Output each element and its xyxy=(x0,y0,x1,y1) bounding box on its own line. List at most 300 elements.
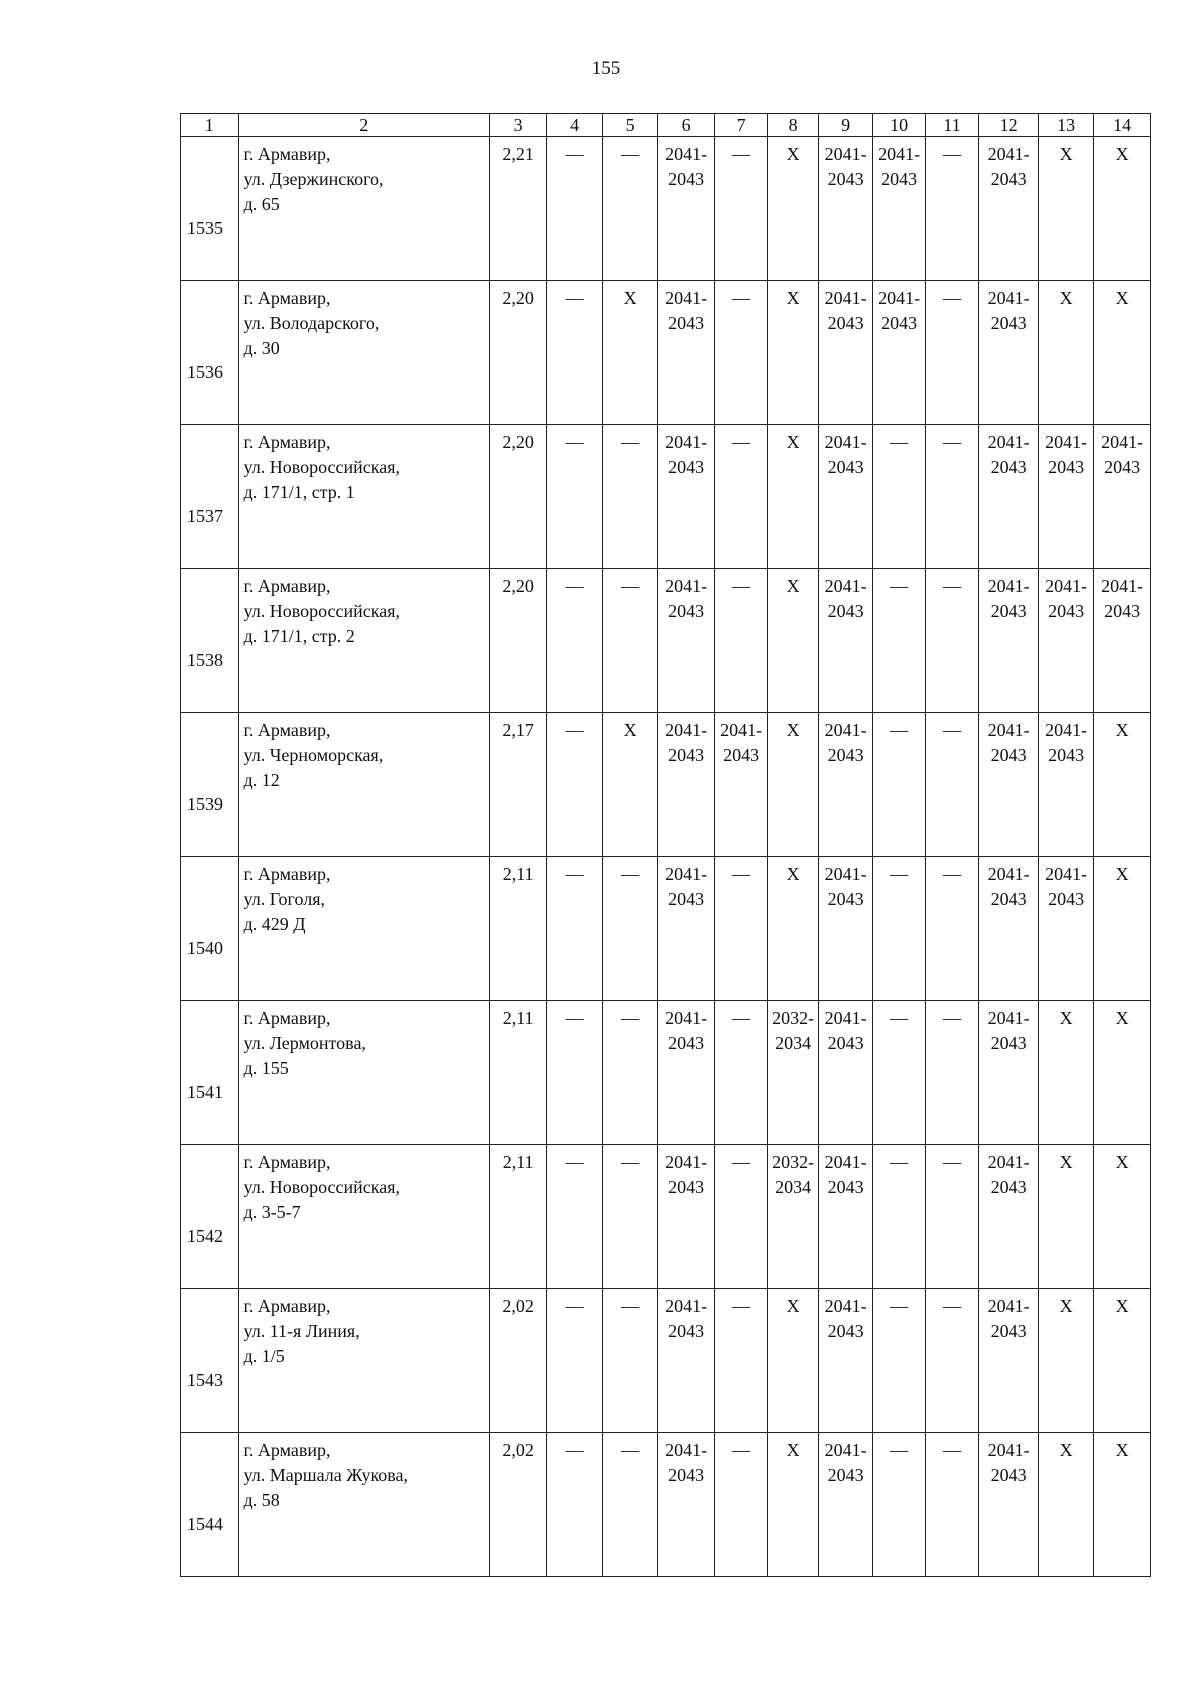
cell-value: — xyxy=(621,1008,640,1028)
value-cell-c4 xyxy=(547,1289,603,1433)
row-number: 1536 xyxy=(181,281,239,425)
value-cell-c4 xyxy=(547,137,603,281)
cell-value: 2041- 2043 xyxy=(1045,720,1088,765)
column-header: 12 xyxy=(979,114,1039,137)
value-cell-c9 xyxy=(818,425,873,569)
value-cell-c10 xyxy=(873,713,925,857)
address-cell xyxy=(238,1001,489,1145)
address-line: д. 65 xyxy=(243,194,280,214)
value-cell-c3 xyxy=(489,569,547,713)
value-cell-c11 xyxy=(925,1145,978,1289)
value-cell-c10 xyxy=(873,425,925,569)
value-cell-c6 xyxy=(658,281,715,425)
cell-value: 2041- 2043 xyxy=(987,1440,1030,1485)
address-line: ул. Маршала Жукова, xyxy=(243,1465,409,1485)
value-cell-c10 xyxy=(873,1433,925,1577)
address-line: д. 1/5 xyxy=(243,1346,285,1366)
value-cell-c9 xyxy=(818,713,873,857)
column-header: 11 xyxy=(925,114,978,137)
cell-value: — xyxy=(565,1296,584,1316)
row-number: 1542 xyxy=(181,1145,239,1289)
value-cell-c7 xyxy=(714,1289,767,1433)
cell-value: 2041- 2043 xyxy=(824,1440,867,1485)
value-cell-c7 xyxy=(714,1001,767,1145)
address-line: г. Армавир, xyxy=(243,144,331,164)
cell-value: — xyxy=(732,432,751,452)
cell-value: 2041- 2043 xyxy=(987,288,1030,333)
value-cell-c6 xyxy=(658,1001,715,1145)
cell-value: 2032- 2034 xyxy=(772,1008,815,1053)
value-cell-c11 xyxy=(925,857,978,1001)
cell-value: 2041- 2043 xyxy=(987,432,1030,477)
address-line: г. Армавир, xyxy=(243,1008,331,1028)
cell-value: 2,21 xyxy=(502,144,534,164)
cell-value: 2,17 xyxy=(502,720,534,740)
address-line: г. Армавир, xyxy=(243,1152,331,1172)
value-cell-c8 xyxy=(768,1433,818,1577)
value-cell-c8 xyxy=(768,569,818,713)
cell-value: 2,20 xyxy=(502,432,534,452)
value-cell-c7 xyxy=(714,1145,767,1289)
value-cell-c14 xyxy=(1094,281,1151,425)
value-cell-c5 xyxy=(602,425,658,569)
value-cell-c12 xyxy=(979,857,1039,1001)
cell-value: — xyxy=(621,432,640,452)
value-cell-c3 xyxy=(489,1289,547,1433)
address-cell xyxy=(238,569,489,713)
cell-value: Х xyxy=(1059,288,1073,308)
address-line: д. 171/1, стр. 2 xyxy=(243,626,355,646)
cell-value: Х xyxy=(786,1296,800,1316)
address-line: д. 12 xyxy=(243,770,280,790)
cell-value: — xyxy=(732,864,751,884)
value-cell-c3 xyxy=(489,281,547,425)
cell-value: 2041- 2043 xyxy=(665,432,708,477)
column-header: 2 xyxy=(238,114,489,137)
address-line: д. 429 Д xyxy=(243,914,306,934)
value-cell-c6 xyxy=(658,1145,715,1289)
address-line: д. 30 xyxy=(243,338,280,358)
cell-value: 2041- 2043 xyxy=(824,288,867,333)
value-cell-c10 xyxy=(873,1145,925,1289)
table-row xyxy=(181,425,1151,569)
address-line: г. Армавир, xyxy=(243,576,331,596)
value-cell-c10 xyxy=(873,1289,925,1433)
cell-value: 2041- 2043 xyxy=(665,1296,708,1341)
cell-value: — xyxy=(732,144,751,164)
address-cell xyxy=(238,281,489,425)
value-cell-c10 xyxy=(873,281,925,425)
cell-value: 2041- 2043 xyxy=(665,144,708,189)
cell-value: 2041- 2043 xyxy=(665,1440,708,1485)
table-row xyxy=(181,1145,1151,1289)
table-row xyxy=(181,137,1151,281)
column-header: 13 xyxy=(1038,114,1094,137)
value-cell-c5 xyxy=(602,1145,658,1289)
value-cell-c5 xyxy=(602,1433,658,1577)
cell-value: Х xyxy=(1115,720,1129,740)
cell-value: — xyxy=(943,432,962,452)
cell-value: 2041- 2043 xyxy=(987,720,1030,765)
row-number: 1541 xyxy=(181,1001,239,1145)
cell-value: — xyxy=(621,144,640,164)
column-header: 14 xyxy=(1094,114,1151,137)
value-cell-c3 xyxy=(489,1433,547,1577)
value-cell-c13 xyxy=(1038,569,1094,713)
cell-value: 2,11 xyxy=(502,1008,534,1028)
cell-value: 2041- 2043 xyxy=(824,1008,867,1053)
cell-value: — xyxy=(890,864,909,884)
value-cell-c4 xyxy=(547,713,603,857)
value-cell-c3 xyxy=(489,1145,547,1289)
cell-value: Х xyxy=(1115,1008,1129,1028)
cell-value: — xyxy=(943,1296,962,1316)
value-cell-c12 xyxy=(979,713,1039,857)
value-cell-c3 xyxy=(489,425,547,569)
value-cell-c11 xyxy=(925,1001,978,1145)
address-line: г. Армавир, xyxy=(243,432,331,452)
cell-value: 2041- 2043 xyxy=(1101,432,1144,477)
cell-value: — xyxy=(565,288,584,308)
value-cell-c4 xyxy=(547,281,603,425)
cell-value: — xyxy=(943,144,962,164)
cell-value: 2041- 2043 xyxy=(665,864,708,909)
value-cell-c11 xyxy=(925,281,978,425)
column-header: 5 xyxy=(602,114,658,137)
column-header: 7 xyxy=(714,114,767,137)
cell-value: 2041- 2043 xyxy=(987,1296,1030,1341)
cell-value: — xyxy=(565,1152,584,1172)
value-cell-c8 xyxy=(768,1001,818,1145)
cell-value: 2,11 xyxy=(502,1152,534,1172)
value-cell-c13 xyxy=(1038,713,1094,857)
value-cell-c6 xyxy=(658,569,715,713)
address-line: г. Армавир, xyxy=(243,720,331,740)
value-cell-c14 xyxy=(1094,1289,1151,1433)
value-cell-c9 xyxy=(818,1001,873,1145)
cell-value: 2041- 2043 xyxy=(824,1152,867,1197)
cell-value: 2032- 2034 xyxy=(772,1152,815,1197)
cell-value: — xyxy=(890,720,909,740)
value-cell-c4 xyxy=(547,1145,603,1289)
value-cell-c12 xyxy=(979,1145,1039,1289)
value-cell-c8 xyxy=(768,857,818,1001)
value-cell-c14 xyxy=(1094,1433,1151,1577)
column-header: 6 xyxy=(658,114,715,137)
value-cell-c14 xyxy=(1094,857,1151,1001)
cell-value: 2041- 2043 xyxy=(824,144,867,189)
value-cell-c10 xyxy=(873,137,925,281)
cell-value: — xyxy=(621,1440,640,1460)
cell-value: 2041- 2043 xyxy=(987,576,1030,621)
cell-value: — xyxy=(732,1152,751,1172)
cell-value: 2,11 xyxy=(502,864,534,884)
value-cell-c7 xyxy=(714,713,767,857)
value-cell-c14 xyxy=(1094,1145,1151,1289)
cell-value: 2041- 2043 xyxy=(987,1008,1030,1053)
column-header: 1 xyxy=(181,114,239,137)
cell-value: — xyxy=(943,1440,962,1460)
value-cell-c8 xyxy=(768,713,818,857)
value-cell-c13 xyxy=(1038,425,1094,569)
cell-value: — xyxy=(621,1296,640,1316)
value-cell-c5 xyxy=(602,1001,658,1145)
cell-value: Х xyxy=(786,288,800,308)
value-cell-c3 xyxy=(489,857,547,1001)
row-number: 1535 xyxy=(181,137,239,281)
cell-value: — xyxy=(621,576,640,596)
address-line: ул. Володарского, xyxy=(243,313,380,333)
column-header: 3 xyxy=(489,114,547,137)
value-cell-c9 xyxy=(818,1145,873,1289)
cell-value: — xyxy=(732,576,751,596)
address-line: ул. Новороссийская, xyxy=(243,601,401,621)
row-number: 1539 xyxy=(181,713,239,857)
value-cell-c11 xyxy=(925,569,978,713)
cell-value: 2,02 xyxy=(502,1296,534,1316)
cell-value: Х xyxy=(786,144,800,164)
address-line: д. 3-5-7 xyxy=(243,1202,301,1222)
value-cell-c9 xyxy=(818,281,873,425)
cell-value: 2041- 2043 xyxy=(824,864,867,909)
cell-value: — xyxy=(943,864,962,884)
value-cell-c8 xyxy=(768,425,818,569)
value-cell-c11 xyxy=(925,713,978,857)
cell-value: 2041- 2043 xyxy=(824,720,867,765)
cell-value: 2041- 2043 xyxy=(720,720,763,765)
cell-value: — xyxy=(565,1008,584,1028)
value-cell-c7 xyxy=(714,425,767,569)
table-row xyxy=(181,1433,1151,1577)
address-line: ул. Лермонтова, xyxy=(243,1033,366,1053)
cell-value: 2,20 xyxy=(502,576,534,596)
cell-value: 2041- 2043 xyxy=(665,576,708,621)
value-cell-c7 xyxy=(714,1433,767,1577)
value-cell-c6 xyxy=(658,713,715,857)
cell-value: — xyxy=(732,1296,751,1316)
value-cell-c5 xyxy=(602,713,658,857)
cell-value: — xyxy=(943,1008,962,1028)
cell-value: 2041- 2043 xyxy=(824,1296,867,1341)
value-cell-c13 xyxy=(1038,1433,1094,1577)
cell-value: — xyxy=(943,288,962,308)
value-cell-c7 xyxy=(714,857,767,1001)
cell-value: 2041- 2043 xyxy=(987,144,1030,189)
value-cell-c12 xyxy=(979,425,1039,569)
value-cell-c6 xyxy=(658,1433,715,1577)
value-cell-c4 xyxy=(547,1433,603,1577)
table-row xyxy=(181,1289,1151,1433)
cell-value: Х xyxy=(623,720,637,740)
value-cell-c4 xyxy=(547,1001,603,1145)
register-table xyxy=(180,113,1151,1577)
cell-value: — xyxy=(890,576,909,596)
value-cell-c4 xyxy=(547,857,603,1001)
value-cell-c8 xyxy=(768,1289,818,1433)
cell-value: — xyxy=(890,1152,909,1172)
cell-value: 2041- 2043 xyxy=(1045,864,1088,909)
cell-value: — xyxy=(565,432,584,452)
cell-value: Х xyxy=(1115,288,1129,308)
column-header: 4 xyxy=(547,114,603,137)
cell-value: 2041- 2043 xyxy=(1045,576,1088,621)
page-number: 155 xyxy=(591,58,621,79)
cell-value: — xyxy=(890,1008,909,1028)
cell-value: — xyxy=(565,576,584,596)
address-line: ул. Дзержинского, xyxy=(243,169,384,189)
cell-value: Х xyxy=(623,288,637,308)
value-cell-c12 xyxy=(979,569,1039,713)
cell-value: Х xyxy=(1115,1152,1129,1172)
address-line: ул. Новороссийская, xyxy=(243,457,401,477)
row-number: 1543 xyxy=(181,1289,239,1433)
value-cell-c14 xyxy=(1094,137,1151,281)
value-cell-c3 xyxy=(489,137,547,281)
value-cell-c9 xyxy=(818,137,873,281)
cell-value: 2041- 2043 xyxy=(665,1008,708,1053)
cell-value: 2041- 2043 xyxy=(878,144,921,189)
address-line: д. 155 xyxy=(243,1058,289,1078)
cell-value: — xyxy=(943,576,962,596)
address-cell xyxy=(238,713,489,857)
value-cell-c7 xyxy=(714,137,767,281)
cell-value: 2041- 2043 xyxy=(878,288,921,333)
row-number: 1537 xyxy=(181,425,239,569)
value-cell-c5 xyxy=(602,569,658,713)
cell-value: Х xyxy=(786,576,800,596)
cell-value: — xyxy=(621,1152,640,1172)
cell-value: — xyxy=(943,720,962,740)
value-cell-c5 xyxy=(602,137,658,281)
cell-value: — xyxy=(890,1296,909,1316)
cell-value: — xyxy=(565,1440,584,1460)
value-cell-c3 xyxy=(489,713,547,857)
row-number: 1540 xyxy=(181,857,239,1001)
address-line: д. 171/1, стр. 1 xyxy=(243,482,355,502)
value-cell-c12 xyxy=(979,1433,1039,1577)
cell-value: Х xyxy=(1059,1008,1073,1028)
cell-value: 2041- 2043 xyxy=(1101,576,1144,621)
value-cell-c11 xyxy=(925,425,978,569)
value-cell-c14 xyxy=(1094,713,1151,857)
value-cell-c12 xyxy=(979,1289,1039,1433)
cell-value: Х xyxy=(1059,1152,1073,1172)
address-line: ул. Новороссийская, xyxy=(243,1177,401,1197)
value-cell-c14 xyxy=(1094,569,1151,713)
column-header: 10 xyxy=(873,114,925,137)
cell-value: 2041- 2043 xyxy=(987,864,1030,909)
cell-value: 2041- 2043 xyxy=(665,288,708,333)
value-cell-c6 xyxy=(658,137,715,281)
value-cell-c14 xyxy=(1094,1001,1151,1145)
address-line: г. Армавир, xyxy=(243,864,331,884)
cell-value: 2041- 2043 xyxy=(824,576,867,621)
address-line: ул. 11-я Линия, xyxy=(243,1321,360,1341)
value-cell-c9 xyxy=(818,1289,873,1433)
value-cell-c13 xyxy=(1038,1001,1094,1145)
cell-value: Х xyxy=(786,864,800,884)
cell-value: Х xyxy=(786,1440,800,1460)
value-cell-c10 xyxy=(873,857,925,1001)
header-row xyxy=(181,114,1151,137)
value-cell-c12 xyxy=(979,281,1039,425)
cell-value: — xyxy=(565,720,584,740)
value-cell-c9 xyxy=(818,569,873,713)
value-cell-c7 xyxy=(714,281,767,425)
value-cell-c12 xyxy=(979,137,1039,281)
cell-value: — xyxy=(890,1440,909,1460)
table-row xyxy=(181,1001,1151,1145)
value-cell-c5 xyxy=(602,281,658,425)
cell-value: 2041- 2043 xyxy=(1045,432,1088,477)
cell-value: Х xyxy=(1115,1440,1129,1460)
cell-value: Х xyxy=(1059,144,1073,164)
value-cell-c8 xyxy=(768,281,818,425)
value-cell-c8 xyxy=(768,137,818,281)
table-row xyxy=(181,569,1151,713)
cell-value: — xyxy=(732,288,751,308)
address-cell xyxy=(238,857,489,1001)
value-cell-c8 xyxy=(768,1145,818,1289)
value-cell-c6 xyxy=(658,857,715,1001)
cell-value: Х xyxy=(1115,864,1129,884)
table-row xyxy=(181,713,1151,857)
value-cell-c4 xyxy=(547,569,603,713)
cell-value: 2,02 xyxy=(502,1440,534,1460)
table-row xyxy=(181,857,1151,1001)
value-cell-c13 xyxy=(1038,1289,1094,1433)
address-line: г. Армавир, xyxy=(243,1296,331,1316)
cell-value: 2041- 2043 xyxy=(665,720,708,765)
cell-value: Х xyxy=(786,432,800,452)
address-line: ул. Гоголя, xyxy=(243,889,326,909)
cell-value: — xyxy=(565,144,584,164)
cell-value: Х xyxy=(1115,1296,1129,1316)
cell-value: — xyxy=(565,864,584,884)
value-cell-c9 xyxy=(818,1433,873,1577)
value-cell-c11 xyxy=(925,1289,978,1433)
value-cell-c11 xyxy=(925,137,978,281)
cell-value: Х xyxy=(786,720,800,740)
value-cell-c13 xyxy=(1038,1145,1094,1289)
row-number: 1544 xyxy=(181,1433,239,1577)
cell-value: — xyxy=(732,1008,751,1028)
cell-value: — xyxy=(621,864,640,884)
address-cell xyxy=(238,1289,489,1433)
address-cell xyxy=(238,1145,489,1289)
value-cell-c5 xyxy=(602,857,658,1001)
cell-value: — xyxy=(732,1440,751,1460)
address-line: г. Армавир, xyxy=(243,288,331,308)
cell-value: — xyxy=(943,1152,962,1172)
cell-value: 2,20 xyxy=(502,288,534,308)
value-cell-c6 xyxy=(658,425,715,569)
address-cell xyxy=(238,137,489,281)
table-row xyxy=(181,281,1151,425)
value-cell-c10 xyxy=(873,569,925,713)
cell-value: Х xyxy=(1059,1296,1073,1316)
address-line: г. Армавир, xyxy=(243,1440,331,1460)
address-line: д. 58 xyxy=(243,1490,280,1510)
value-cell-c11 xyxy=(925,1433,978,1577)
value-cell-c13 xyxy=(1038,857,1094,1001)
value-cell-c10 xyxy=(873,1001,925,1145)
address-cell xyxy=(238,1433,489,1577)
row-number: 1538 xyxy=(181,569,239,713)
address-line: ул. Черноморская, xyxy=(243,745,384,765)
address-cell xyxy=(238,425,489,569)
cell-value: 2041- 2043 xyxy=(665,1152,708,1197)
